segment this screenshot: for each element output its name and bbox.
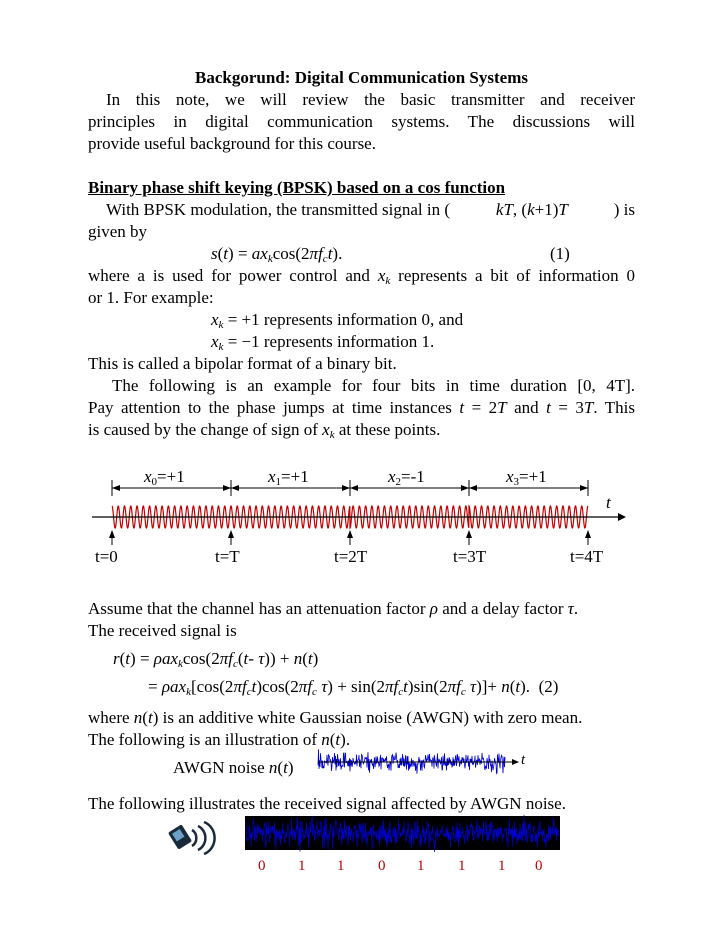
figure-intro-1: The following is an example for four bits in time duration [0, 4T]. xyxy=(112,376,635,395)
intro-line-3: provide useful background for this course. xyxy=(88,134,376,153)
received-bit-label: 1 xyxy=(498,858,506,874)
bit-label-x3-value: =+1 xyxy=(519,467,547,486)
bpsk-line-2: given by xyxy=(88,222,148,241)
awgn-line-2: The following is an illustration of n(t). xyxy=(88,730,351,749)
bit-label-x2-value: =-1 xyxy=(401,467,425,486)
bit-label-x2: $x_2=-1$ xyxy=(388,467,425,488)
section-heading: Binary phase shift keying (BPSK) based on a cos function xyxy=(88,178,506,197)
where-line: where a is used for power control and $x_k$ represents a bit of information 0 xyxy=(88,266,636,287)
received-line: The following illustrates the received signal affected by AWGN noise. xyxy=(88,794,566,813)
time-label-0: t=0 xyxy=(95,547,118,566)
time-label-1: t=T xyxy=(215,547,240,566)
where-text-a: where a is used for power control and xyxy=(88,266,370,285)
equation-2-number: (2) xyxy=(538,677,559,696)
received-bit-label: 1 xyxy=(298,858,306,874)
equation-1-body: $s(t) = ax_k\cos(2\pi f_ct)$. xyxy=(211,244,343,265)
equation-2b: = $\rho ax_k[\cos(2\pi f_ct)\cos(2\pi f_c$ $\tau) + \sin(2\pi f_ct)\sin(2\pi f_c$ τ)]+ n(t). (2) xyxy=(148,677,559,698)
example-line-1: $x_k = +1$ represents information 0, and xyxy=(211,310,464,331)
figure-intro-2a: Pay attention to the phase jumps at time instances xyxy=(88,398,452,417)
bit-label-x3: $x_3=+1$ xyxy=(506,467,547,488)
received-bit-label: 0 xyxy=(378,858,386,874)
intro-line-1: In this note, we will review the basic transmitter and receiver xyxy=(106,90,635,109)
figure-intro-3b: at these points. xyxy=(338,420,441,439)
awgn-line-1: where n(t) is an additive white Gaussian noise (AWGN) with zero mean. xyxy=(88,708,583,727)
received-bit-label: 1 xyxy=(458,858,466,874)
time-label-4: t=4T xyxy=(570,547,604,566)
example-text-2: = −1 represents information 1. xyxy=(227,332,435,351)
figure-intro-3a: is caused by the change of sign of xyxy=(88,420,318,439)
figure-intro-3: is caused by the change of sign of $x_k$ at these points. xyxy=(88,420,441,441)
received-bit-label: 0 xyxy=(258,858,266,874)
time-label-2: t=2T xyxy=(334,547,368,566)
phone-wireless-icon xyxy=(168,822,215,854)
bpsk-text-b: ) is xyxy=(613,200,635,219)
bit-label-x1-value: =+1 xyxy=(281,467,309,486)
example-text-1: = +1 represents information 0, and xyxy=(227,310,464,329)
bit-label-x1: $x_1=+1$ xyxy=(268,467,309,488)
example-line-2: $x_k = -1$ represents information 1. xyxy=(211,332,435,353)
where-text-b: represents a bit of information 0 xyxy=(398,266,636,285)
received-bit-label: 1 xyxy=(417,858,425,874)
equation-2a: $r(t) = \rho ax_k\cos(2\pi f_c(t-$ τ)) + n(t) xyxy=(113,649,319,670)
intro-line-2: principles in digital communication systems. The discussions will xyxy=(88,112,635,131)
bit-label-x0-value: =+1 xyxy=(157,467,185,486)
channel-line-2: The received signal is xyxy=(88,621,237,640)
bit-label-x0: $x_0=+1$ xyxy=(144,467,185,488)
received-bit-label: 1 xyxy=(337,858,345,874)
bipolar-line: This is called a bipolar format of a binary bit. xyxy=(88,354,397,373)
time-axis-label: t xyxy=(606,493,611,512)
bpsk-interval: kT, (k+1)T xyxy=(495,200,568,219)
time-label-3: t=3T xyxy=(453,547,487,566)
figure-intro-2c: . This xyxy=(593,398,636,417)
bpsk-text-a: With BPSK modulation, the transmitted signal in ( xyxy=(106,200,451,219)
or-line: or 1. For example: xyxy=(88,288,214,307)
equation-1-number: (1) xyxy=(550,244,570,263)
received-bit-label: 0 xyxy=(535,858,543,874)
document-title: Backgorund: Digital Communication Systems xyxy=(195,68,528,87)
figure-intro-2: Pay attention to the phase jumps at time instances t = 2T and t = 3T. This xyxy=(88,398,636,417)
channel-line-1: Assume that the channel has an attenuation factor ρ and a delay factor τ. xyxy=(88,599,579,618)
figure-intro-2b: and xyxy=(514,398,539,417)
noise-axis-label: t xyxy=(521,752,526,768)
noise-label: AWGN noise n(t) xyxy=(173,758,294,777)
